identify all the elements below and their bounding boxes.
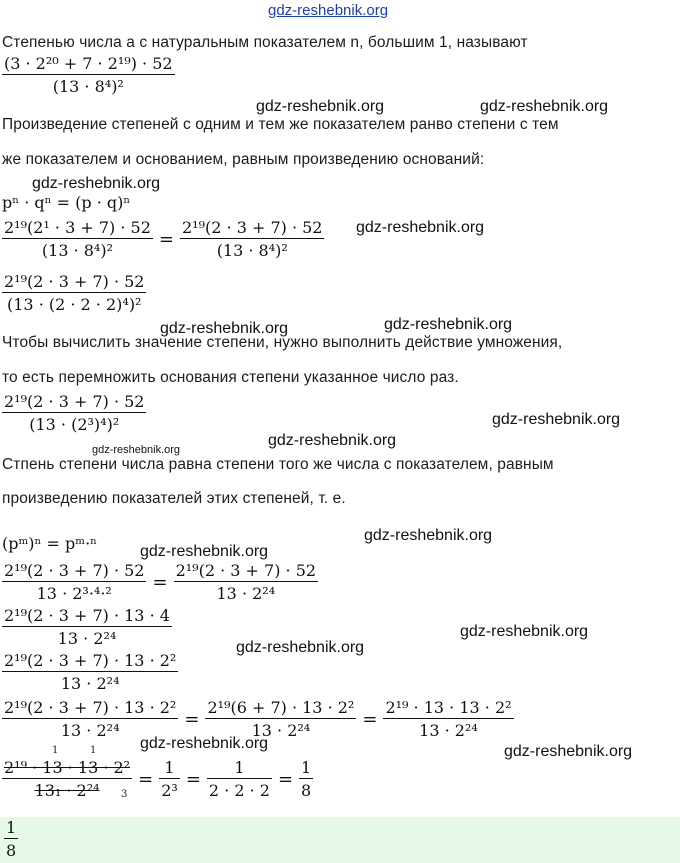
formula-9 [2, 758, 313, 800]
watermark: gdz-reshebnik.org [384, 316, 513, 333]
watermark: gdz-reshebnik.org [92, 444, 181, 456]
text-definition: Степенью числа a с натуральным показателем n, большим 1, называют [2, 34, 528, 51]
formula-6 [2, 606, 172, 648]
watermark: gdz-reshebnik.org [492, 411, 621, 428]
formula-8a-numerator: 2¹⁹(2 · 3 + 7) · 13 · 2² [4, 698, 177, 717]
formula-2 [2, 218, 324, 260]
rule-product-powers: pⁿ · qⁿ = (p · q)ⁿ [2, 193, 131, 212]
formula-3-denominator: (13 · (2 · 2 · 2)⁴)² [7, 295, 142, 314]
formula-7-numerator: 2¹⁹(2 · 3 + 7) · 13 · 2² [4, 651, 177, 670]
equals-sign: = [277, 768, 294, 790]
text-power-of-power-2: произведению показателей этих степеней, т. е. [2, 490, 346, 507]
formula-9b-denominator: 2³ [161, 781, 178, 800]
formula-9a-numerator: 2¹⁹ · 13 · 13 · 2² [4, 758, 131, 777]
answer [4, 818, 18, 860]
formula-5 [2, 561, 318, 603]
formula-5a-denominator: 13 · 2³·⁴·² [36, 584, 112, 603]
watermark: gdz-reshebnik.org [236, 639, 365, 656]
watermark: gdz-reshebnik.org [480, 98, 609, 115]
formula-2a-denominator: (13 · 8⁴)² [41, 241, 113, 260]
watermark: gdz-reshebnik.org [32, 175, 161, 192]
watermark: gdz-reshebnik.org [140, 735, 269, 752]
watermark: gdz-reshebnik.org [268, 432, 397, 449]
watermark: gdz-reshebnik.org [160, 320, 289, 337]
watermark: gdz-reshebnik.org [364, 527, 493, 544]
text-power-of-power-1: Стпень степени числа равна степени того же числа с показателем, равным [2, 456, 554, 473]
text-multiply-1: Чтобы вычислить значение степени, нужно выполнить действие умножения, [2, 334, 563, 351]
formula-5b-numerator: 2¹⁹(2 · 3 + 7) · 52 [175, 561, 317, 580]
formula-2b-denominator: (13 · 8⁴)² [216, 241, 288, 260]
cancel-mark: 1 [90, 745, 97, 756]
equals-sign: = [138, 768, 154, 790]
formula-6-denominator: 13 · 2²⁴ [57, 629, 117, 648]
formula-1-numerator: (3 · 2²⁰ + 7 · 2¹⁹) · 52 [4, 54, 173, 73]
formula-9c-numerator: 1 [207, 758, 272, 779]
text-product-rule-1: Произведение степеней с одним и тем же показателем ранво степени с тем [2, 116, 559, 133]
formula-8b-denominator: 13 · 2²⁴ [251, 721, 311, 740]
watermark: gdz-reshebnik.org [504, 743, 633, 760]
answer-box [0, 817, 680, 863]
formula-4-denominator: (13 · (2³)⁴)² [29, 415, 120, 434]
formula-5a-numerator: 2¹⁹(2 · 3 + 7) · 52 [4, 561, 145, 580]
answer-denominator: 8 [6, 841, 17, 860]
formula-6-numerator: 2¹⁹(2 · 3 + 7) · 13 · 4 [4, 606, 170, 625]
site-link[interactable]: gdz-reshebnik.org [268, 2, 389, 19]
formula-8 [2, 698, 514, 740]
formula-4-numerator: 2¹⁹(2 · 3 + 7) · 52 [4, 392, 145, 411]
watermark: gdz-reshebnik.org [256, 98, 385, 115]
formula-8c-denominator: 13 · 2²⁴ [419, 721, 478, 740]
formula-2a-numerator: 2¹⁹(2¹ · 3 + 7) · 52 [4, 218, 151, 237]
text-multiply-2: то есть перемножить основания степени указанное число раз. [2, 369, 459, 386]
cancel-mark: 1 [52, 745, 59, 756]
cancel-mark: 3 [121, 789, 128, 800]
answer-numerator: 1 [6, 818, 17, 837]
formula-3-numerator: 2¹⁹(2 · 3 + 7) · 52 [4, 272, 145, 291]
formula-1-denominator: (13 · 8⁴)² [52, 77, 124, 96]
text-product-rule-2: же показателем и основанием, равным произведению оснований: [2, 151, 485, 168]
equals-sign: = [184, 708, 200, 730]
rule-power-of-power: (pᵐ)ⁿ = pᵐ·ⁿ [2, 534, 98, 553]
formula-8a-denominator: 13 · 2²⁴ [60, 721, 120, 740]
formula-8c-numerator: 2¹⁹ · 13 · 13 · 2² [385, 698, 512, 717]
formula-9d-numerator: 1 [301, 758, 312, 777]
equals-sign: = [152, 571, 168, 593]
formula-1 [2, 54, 175, 96]
formula-3 [2, 272, 146, 314]
equals-sign: = [185, 768, 201, 790]
formula-9b-numerator: 1 [159, 758, 180, 779]
formula-9a-denominator: 13₁ · 2²⁴ [34, 781, 100, 800]
formula-7 [2, 651, 178, 693]
equals-sign: = [158, 228, 174, 250]
formula-5b-denominator: 13 · 2²⁴ [216, 584, 276, 603]
equals-sign: = [362, 708, 378, 730]
formula-9c-denominator: 2 · 2 · 2 [208, 781, 270, 800]
watermark: gdz-reshebnik.org [356, 219, 485, 236]
formula-7-denominator: 13 · 2²⁴ [60, 674, 120, 693]
watermark: gdz-reshebnik.org [140, 543, 269, 560]
formula-4 [2, 392, 146, 434]
watermark: gdz-reshebnik.org [460, 623, 589, 640]
formula-9d-denominator: 8 [301, 781, 312, 800]
formula-8b-numerator: 2¹⁹(6 + 7) · 13 · 2² [207, 698, 355, 717]
formula-2b-numerator: 2¹⁹(2 · 3 + 7) · 52 [182, 218, 323, 237]
